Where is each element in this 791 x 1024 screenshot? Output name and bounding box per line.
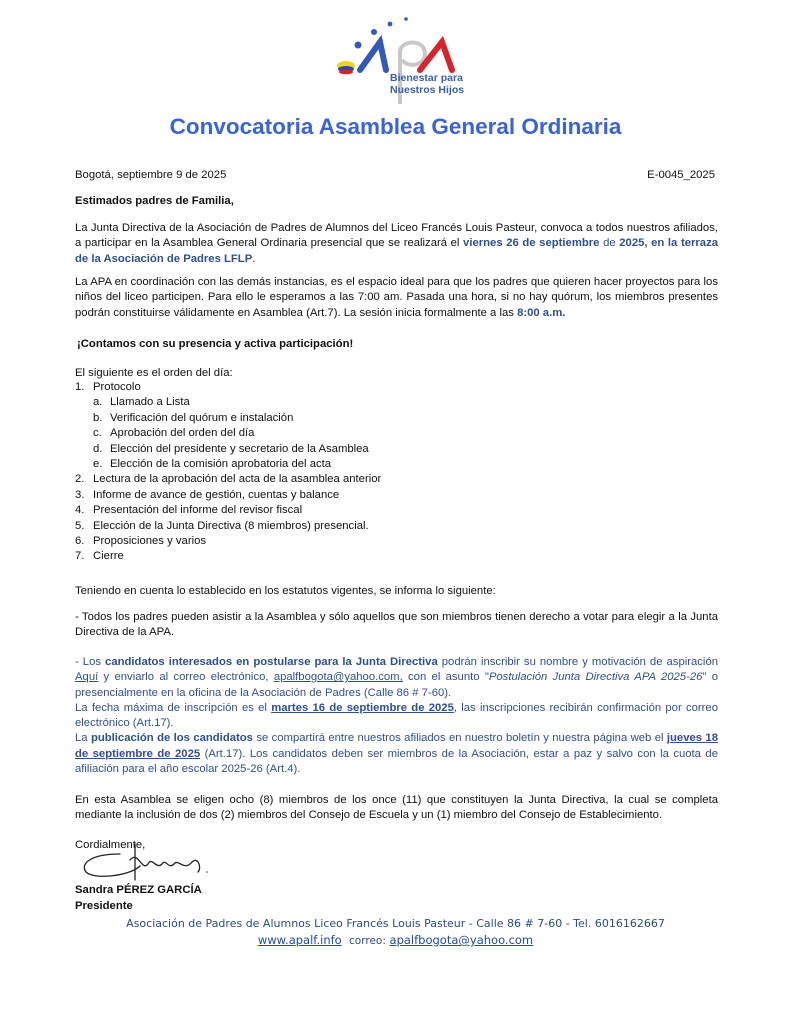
agenda-subitem-letter: b. bbox=[93, 411, 103, 424]
candidates-text: con el asunto " bbox=[402, 671, 489, 684]
call-to-action: ¡Contamos con su presencia y activa participación! bbox=[77, 338, 354, 350]
agenda-item-label: Lectura de la aprobación del acta de la asamblea anterior bbox=[93, 473, 382, 486]
agenda-subitem-letter: e. bbox=[93, 458, 103, 470]
place-date: Bogotá, septiembre 9 de 2025 bbox=[75, 169, 227, 181]
agenda-item bbox=[75, 535, 207, 547]
candidates-email-link[interactable]: apalfbogota@yahoo.com, bbox=[273, 671, 403, 684]
logo-a-blue bbox=[360, 42, 386, 70]
candidates-text: podrán inscribir su nombre y motivación de aspiración bbox=[437, 656, 719, 668]
agenda-subitem bbox=[93, 411, 294, 424]
agenda-subitem bbox=[93, 396, 190, 409]
agenda-item-label: Cierre bbox=[93, 550, 124, 563]
apa-logo bbox=[330, 12, 480, 112]
statutes-intro: Teniendo en cuenta lo establecido en los estatutos vigentes, se informa lo siguiente: bbox=[75, 585, 496, 597]
agenda-item-number: 3. bbox=[75, 488, 85, 501]
agenda-item-number: 4. bbox=[75, 504, 85, 517]
agenda-subitem bbox=[93, 458, 332, 470]
agenda-subitem-label: Llamado a Lista bbox=[110, 396, 190, 409]
candidates-text: y enviarlo al correo electrónico, bbox=[98, 671, 274, 684]
p1-date: viernes 26 de septiembre bbox=[463, 237, 600, 250]
candidates-text: - Los bbox=[75, 656, 106, 668]
agenda-intro: El siguiente es el orden del día: bbox=[75, 367, 233, 379]
agenda-item-label: Elección de la Junta Directiva (8 miembros) presencial. bbox=[93, 519, 369, 532]
agenda-subitem bbox=[93, 442, 369, 455]
agenda-subitem-letter: d. bbox=[93, 442, 103, 455]
logo-dot bbox=[371, 29, 377, 35]
agenda-subitem-label: Aprobación del orden del día bbox=[110, 427, 255, 440]
footer-email-link[interactable]: apalfbogota@yahoo.com bbox=[389, 933, 534, 947]
agenda-subitem bbox=[93, 427, 255, 440]
logo-dot bbox=[404, 17, 408, 21]
agenda-item-label: Protocolo bbox=[93, 381, 141, 393]
document-title: Convocatoria Asamblea General Ordinaria bbox=[169, 114, 622, 139]
publication-text: La bbox=[75, 732, 91, 745]
agenda-item-label: Presentación del informe del revisor fiscal bbox=[93, 504, 303, 517]
statute-voting-rights: - Todos los padres pueden asistir a la Asamblea y sólo aquellos que son miembros tienen derecho a votar para elegir a la Junta Directiva de la APA. bbox=[75, 611, 718, 639]
agenda-item bbox=[75, 488, 340, 501]
logo-tagline-line2: Nuestros Hijos bbox=[390, 84, 465, 96]
apa-logo-graphic bbox=[330, 12, 480, 112]
agenda-subitem-letter: a. bbox=[93, 396, 103, 409]
agenda-item bbox=[75, 519, 369, 532]
agenda-subitem-label: Elección de la comisión aprobatoria del acta bbox=[110, 458, 332, 470]
salutation: Cordialmente, bbox=[75, 839, 146, 851]
agenda-item bbox=[75, 381, 141, 393]
agenda-item-number: 2. bbox=[75, 473, 85, 486]
candidates-text: " o presencialmente en la oficina de la Asociación de Padres (Calle 86 # 7-60). bbox=[75, 671, 718, 699]
publication-date: jueves 18 de septiembre de 2025 bbox=[75, 732, 718, 760]
agenda-item bbox=[75, 550, 124, 563]
email-subject: Postulación Junta Directiva APA 2025-26 bbox=[488, 671, 703, 684]
handwritten-signature bbox=[80, 842, 210, 884]
publication-highlight: publicación de los candidatos bbox=[90, 732, 253, 745]
p1-text: La Junta Directiva de la Asociación de Padres de Alumnos del Liceo Francés Louis Pasteur, convoca a todos nuestros afiliados, a participar en la Asamblea General Ordinaria presencial que se realizará el bbox=[75, 222, 718, 250]
agenda-item-label: Informe de avance de gestión, cuentas y balance bbox=[93, 488, 340, 501]
agenda-item-label: Proposiciones y varios bbox=[93, 535, 207, 547]
logo-tagline-line1: Bienestar para bbox=[390, 72, 463, 84]
p2-text: La APA en coordinación con las demás instancias, es el espacio ideal para que los padres que quieren hacer proyectos para los niños del liceo participen. Para ello le esperamos a las 7:00 am. Pasada una hora, si no hay quórum, los miembros presentes podrán constituirse válidamente en Asamblea (Art.7). La sesión inicia formalmente a las bbox=[75, 276, 718, 319]
p2-start-time: 8:00 a.m. bbox=[517, 306, 566, 319]
website-link[interactable]: www.apalf.info bbox=[257, 933, 342, 947]
signer-role: Presidente bbox=[75, 900, 133, 912]
footer-email-label: correo: bbox=[349, 935, 386, 947]
closing-paragraph: En esta Asamblea se eligen ocho (8) miembros de los once (11) que constituyen la Junta Directiva, la cual se completa mediante la inclusión de dos (2) miembros del Consejo de Escuela y un (1) miembro del Consejo de Establecimiento. bbox=[75, 794, 718, 822]
publication-text: (Art.17). Los candidatos deben ser miembros de la Asociación, estar a paz y salvo con la cuota de afiliación para el año escolar 2025-26 (Art.4). bbox=[75, 747, 718, 776]
paragraph-convocation bbox=[75, 221, 718, 267]
candidates-info bbox=[75, 655, 718, 777]
footer-address: Asociación de Padres de Alumnos Liceo Francés Louis Pasteur - Calle 86 # 7-60 - Tel. 6016162667 bbox=[126, 917, 665, 930]
logo-dot bbox=[355, 42, 362, 49]
deadline-text: La fecha máxima de inscripción es el bbox=[75, 701, 272, 714]
logo-dot bbox=[388, 22, 393, 27]
logo-flag-red bbox=[339, 70, 353, 75]
p1-de: de bbox=[599, 237, 620, 250]
agenda-item bbox=[75, 504, 303, 517]
agenda-item bbox=[75, 473, 382, 486]
agenda-subitem-label: Elección del presidente y secretario de la Asamblea bbox=[110, 442, 369, 455]
agenda-item-number: 6. bbox=[75, 535, 85, 547]
paragraph-schedule bbox=[75, 275, 718, 321]
agenda-item-number: 5. bbox=[75, 519, 85, 532]
agenda-subitem-label: Verificación del quórum e instalación bbox=[110, 411, 294, 424]
greeting: Estimados padres de Familia, bbox=[75, 195, 234, 207]
footer-contact bbox=[0, 933, 791, 947]
publication-text: se compartirá entre nuestros afiliados en nuestro boletín y nuestra página web el bbox=[252, 732, 667, 745]
p1-end: . bbox=[252, 252, 256, 265]
agenda-item-number: 1. bbox=[75, 381, 85, 393]
agenda-list bbox=[75, 381, 675, 571]
deadline-text: , las inscripciones recibirán confirmación por correo electrónico (Art.17). bbox=[75, 701, 718, 730]
deadline-date: martes 16 de septiembre de 2025 bbox=[271, 701, 454, 714]
reference-number: E-0045_2025 bbox=[647, 169, 715, 181]
application-form-link[interactable]: Aquí bbox=[75, 671, 99, 684]
signer-name: Sandra PÉREZ GARCÍA bbox=[75, 884, 202, 896]
agenda-item-number: 7. bbox=[75, 550, 85, 563]
agenda-subitem-letter: c. bbox=[93, 427, 102, 440]
p1-location: 2025, en la terraza de la Asociación de Padres LFLP bbox=[75, 237, 718, 265]
candidates-highlight: candidatos interesados en postularse para la Junta Directiva bbox=[105, 656, 438, 668]
